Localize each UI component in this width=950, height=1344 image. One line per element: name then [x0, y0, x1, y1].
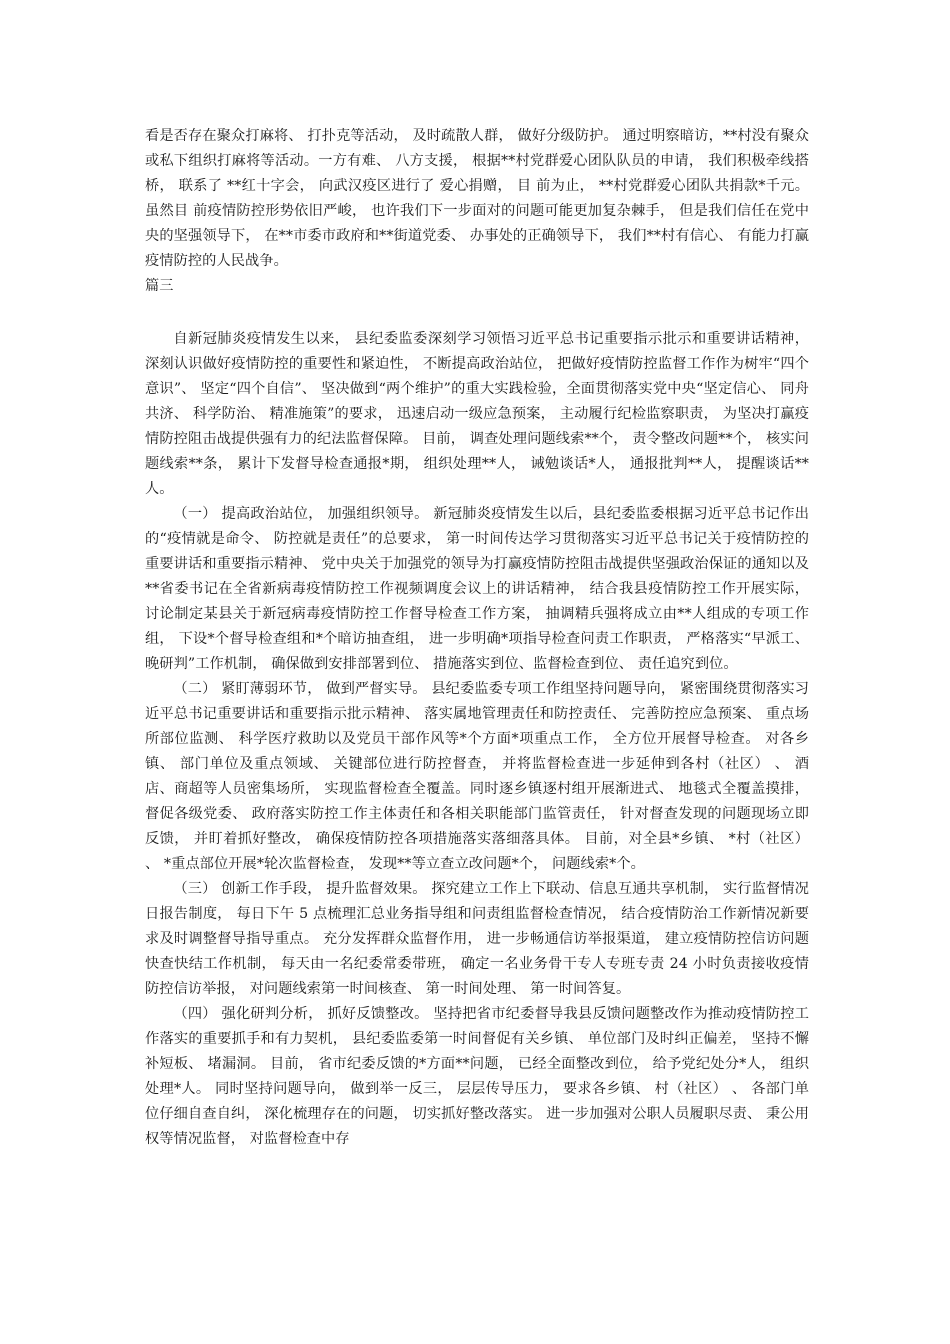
paragraph-item-1: （一） 提高政治站位， 加强组织领导。 新冠肺炎疫情发生以后，县纪委监委根据习近平总书记作出的“疫情就是命令、 防控就是责任”的总要求， 第一时间传达学习贯彻落实习近平总书记关于疫情防控的重要讲话和重要指示精神、 党中央关于加强党的领导为打赢疫情防控阻击战提供坚强政治保证的通知以及**省委书记在全省新病毒疫情防控工作视频调度会议上的讲话精神， 结合我县疫情防控工作开展实际， 讨论制定某县关于新冠病毒疫情防控工作督导检查工作方案， 抽调精兵强将成立由**人组成的专项工作组， 下设*个督导检查组和*个暗访抽查组， 进一步明确*项指导检查问责工作职责， 严格落实“早派工、 晚研判”工作机制， 确保做到安排部署到位、 措施落实到位、监督检查到位、 责任追究到位。	[145, 506, 809, 672]
paragraph-item-3: （三） 创新工作手段， 提升监督效果。 探究建立工作上下联动、信息互通共享机制， 实行监督情况日报告制度， 每日下午 5 点梳理汇总业务指导组和问责组监督检查情况， 结合疫情防治工作新情况新要求及时调整督导指导重点。 充分发挥群众监督作用， 进一步畅通信访举报渠道， 建立疫情防控信访问题快查快结工作机制， 每天由一名纪委常委带班， 确定一名业务骨干专人专班专责 24 小时负责接收疫情防控信访举报， 对问题线索第一时间核查、 第一时间处理、 第一时间答复。	[145, 881, 809, 997]
section-heading: 篇三	[145, 278, 174, 294]
paragraph-intro: 自新冠肺炎疫情发生以来， 县纪委监委深刻学习领悟习近平总书记重要指示批示和重要讲话精神， 深刻认识做好疫情防控的重要性和紧迫性， 不断提高政治站位， 把做好疫情防控监督工作作为树牢“四个意识”、 坚定“四个自信”、 坚决做到“两个维护”的重大实践检验，全面贯彻落实党中央“坚定信心、 同舟共济、 科学防治、 精准施策”的要求， 迅速启动一级应急预案， 主动履行纪检监察职责， 为坚决打赢疫情防控阻击战提供强有力的纪法监督保障。 目前， 调查处理问题线索**个， 责令整改问题**个， 核实问题线索**条， 累计下发督导检查通报*期， 组织处理**人， 诫勉谈话*人， 通报批判**人， 提醒谈话**人。	[145, 331, 809, 497]
paragraph-continuation: 看是否存在聚众打麻将、 打扑克等活动， 及时疏散人群， 做好分级防护。 通过明察暗访，**村没有聚众或私下组织打麻将等活动。一方有难、 八方支援， 根据**村党群爱心团队队员的申请， 我们积极牵线搭桥， 联系了 **红十字会， 向武汉疫区进行了 爱心捐赠， 目 前为止， **村党群爱心团队共捐款*千元。虽然目 前疫情防控形势依旧严峻， 也许我们下一步面对的问题可能更加复杂棘手， 但是我们信任在党中央的坚强领导下， 在**市委市政府和**街道党委、 办事处的正确领导下， 我们**村有信心、 有能力打赢疫情防控的人民战争。	[145, 128, 809, 269]
document-page	[145, 124, 809, 1152]
paragraph-item-4: （四） 强化研判分析， 抓好反馈整改。 坚持把省市纪委督导我县反馈问题整改作为推动疫情防控工作落实的重要抓手和有力契机， 县纪委监委第一时间督促有关乡镇、 单位部门及时纠正偏差， 坚持不懈补短板、 堵漏洞。 目前， 省市纪委反馈的*方面**问题， 已经全面整改到位， 给予党纪处分*人， 组织处理*人。 同时坚持问题导向， 做到举一反三， 层层传导压力， 要求各乡镇、 村（社区） 、 各部门单位仔细自查自纠， 深化梳理存在的问题， 切实抓好整改落实。 进一步加强对公职人员履职尽责、 秉公用权等情况监督， 对监督检查中存	[145, 1006, 809, 1147]
paragraph-item-2: （二） 紧盯薄弱环节， 做到严督实导。 县纪委监委专项工作组坚持问题导向， 紧密围绕贯彻落实习近平总书记重要讲话和重要指示批示精神、 落实属地管理责任和防控责任、 完善防控应急预案、 重点场所部位监测、 科学医疗救助以及党员干部作风等*个方面*项重点工作， 全方位开展督导检查。 对各乡镇、 部门单位及重点领域、 关键部位进行防控督查， 并将监督检查进一步延伸到各村（社区） 、 酒店、商超等人员密集场所， 实现监督检查全覆盖。同时逐乡镇逐村组开展渐进式、 地毯式全覆盖摸排， 督促各级党委、 政府落实防控工作主体责任和各相关职能部门监管责任， 针对督查发现的问题现场立即反馈， 并盯着抓好整改， 确保疫情防控各项措施落实落细落具体。 目前，对全县*乡镇、 *村（社区） 、 *重点部位开展*轮次监督检查， 发现**等立查立改问题*个， 问题线索*个。	[145, 681, 809, 872]
section-spacer	[145, 299, 809, 327]
